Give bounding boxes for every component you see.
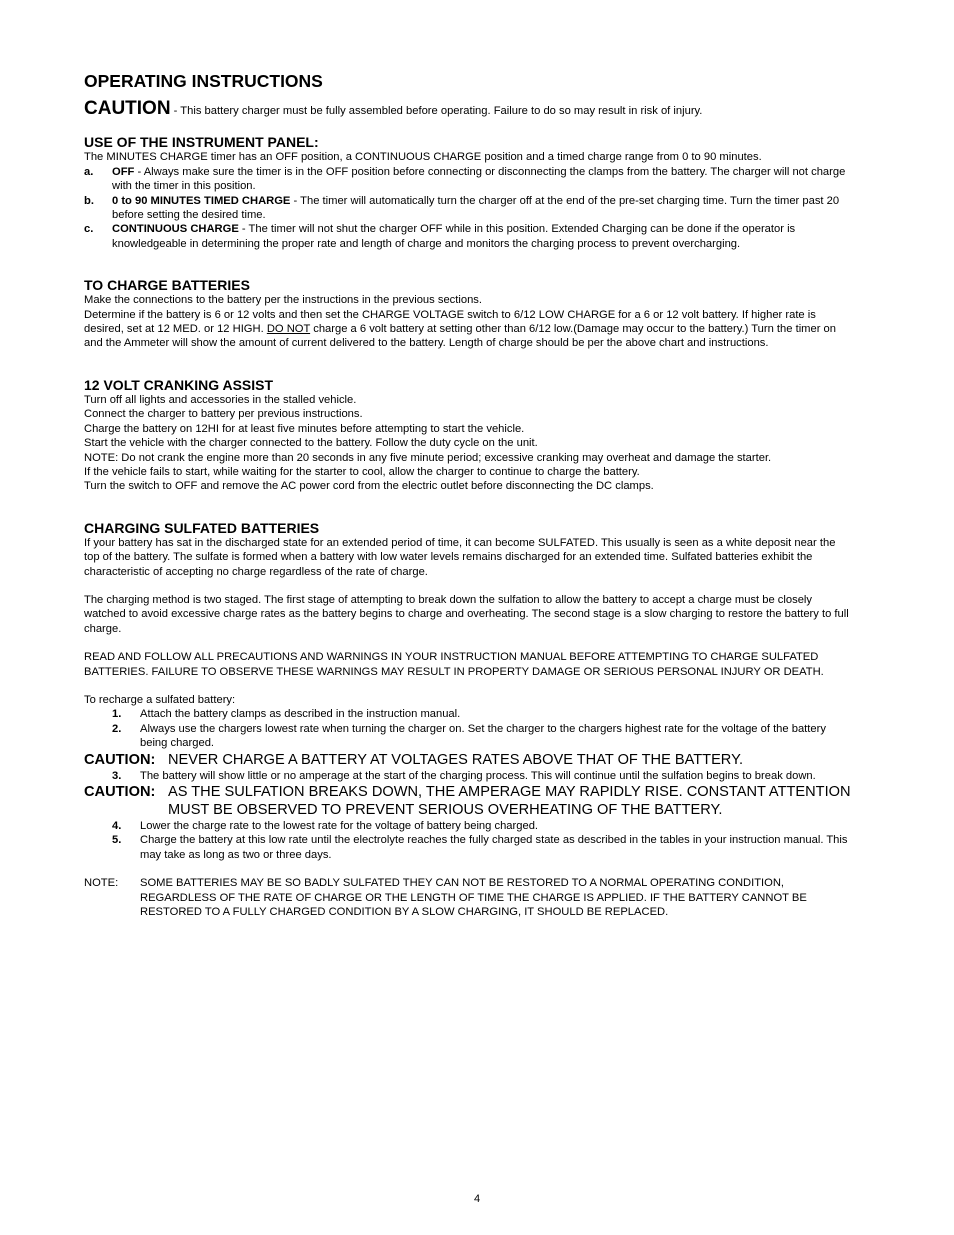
step-text: The battery will show little or no amperage at the start of the charging process. This will continue until the sulfation begins to break down. xyxy=(140,769,816,782)
paragraph xyxy=(84,308,854,351)
page-number: 4 xyxy=(473,1193,481,1205)
section-charge-batteries xyxy=(84,277,854,351)
caution-label: CAUTION: xyxy=(84,751,156,768)
list-text xyxy=(112,222,854,251)
underlined-warning: DO NOT xyxy=(266,323,311,336)
list-item xyxy=(84,194,854,223)
paragraph: If your battery has sat in the discharged state for an extended period of time, it can become SULFATED. This usually is seen as a white deposit near the top of the battery. The sulfate is formed when a battery with low water levels remains discharged for an extended time. Sulfated batteries exhibit the characteristic of accepting no charge regardless of the rate of charge. xyxy=(84,536,836,578)
note-block xyxy=(84,876,854,919)
caution-block xyxy=(84,783,854,819)
step-item xyxy=(84,833,854,862)
caution-label: CAUTION: xyxy=(84,784,156,800)
section-intro: The MINUTES CHARGE timer has an OFF position, a CONTINUOUS CHARGE position and a timed charge range from 0 to 90 minutes. xyxy=(84,151,762,164)
list-term: OFF xyxy=(112,165,135,178)
section-sulfated-batteries xyxy=(84,520,854,920)
caution-text: AS THE SULFATION BREAKS DOWN, THE AMPERAGE MAY RAPIDLY RISE. CONSTANT ATTENTION MUST BE OBSERVED TO PREVENT SERIOUS OVERHEATING OF THE BATTERY. xyxy=(168,784,851,818)
caution-statement xyxy=(84,98,854,119)
list-term: 0 to 90 MINUTES TIMED CHARGE xyxy=(112,194,291,207)
list-marker: b. xyxy=(84,194,94,207)
step-item xyxy=(84,769,854,783)
step-text: Lower the charge rate to the lowest rate for the voltage of battery being charged. xyxy=(140,820,539,832)
section-instrument-panel xyxy=(84,134,854,251)
step-item xyxy=(84,707,854,721)
caution-label: CAUTION xyxy=(84,98,171,119)
section-cranking-assist xyxy=(84,377,854,494)
step-item xyxy=(84,722,854,751)
note-label: NOTE: xyxy=(84,877,119,890)
instruction-line: If the vehicle fails to start, while waiting for the starter to cool, allow the charger to continue to charge the battery. xyxy=(84,465,640,478)
step-marker: 1. xyxy=(112,708,122,721)
paragraph: Make the connections to the battery per the instructions in the previous sections. xyxy=(84,294,482,307)
step-text: Attach the battery clamps as described in the instruction manual. xyxy=(140,708,461,721)
step-item xyxy=(84,819,854,833)
step-marker: 2. xyxy=(112,722,122,735)
steps-intro: To recharge a sulfated battery: xyxy=(84,693,236,706)
list-description: - The timer will not shut the charger OFF while in this position. Extended Charging can be done if the operator is knowledgeable in determining the proper rate and length of charge and monitors the charging process to prevent overcharging. xyxy=(112,223,796,250)
list-text xyxy=(112,165,854,194)
list-description: - Always make sure the timer is in the OFF position before connecting or disconnecting the clamps from the battery. The charger will not charge with the timer in this position. xyxy=(112,165,846,193)
paragraph: The charging method is two staged. The first stage of attempting to break down the sulfation to allow the battery to accept a charge must be closely watched to avoid excessive charge rates as the battery begins to charge and overheating. The second stage is a slow charging to restore the battery to full charge. xyxy=(84,593,849,635)
instruction-line: Charge the battery on 12HI for at least five minutes before attempting to start the vehicle. xyxy=(84,422,525,435)
list-item xyxy=(84,165,854,194)
instruction-line: Turn the switch to OFF and remove the AC power cord from the electric outlet before disconnecting the DC clamps. xyxy=(84,480,654,493)
caution-text: NEVER CHARGE A BATTERY AT VOLTAGES RATES ABOVE THAT OF THE BATTERY. xyxy=(168,751,743,768)
paragraph-part: charge a 6 volt battery at setting other than 6/12 low.(Damage may occur to the battery.) Turn the timer on and the Ammeter will show the amount of current delivered to the battery. Length of charge should be per the above chart and instructions. xyxy=(84,323,837,350)
list-description: - The timer will automatically turn the charger off at the end of the pre-set charging time. Turn the timer past 20 before setting the desired time. xyxy=(112,194,840,222)
step-text: Always use the chargers lowest rate when turning the charger on. Set the charger to the chargers highest rate for the voltage of the battery being charged. xyxy=(140,722,826,750)
caution-text: - This battery charger must be fully assembled before operating. Failure to do so may result in risk of injury. xyxy=(170,105,703,117)
step-marker: 4. xyxy=(112,820,122,832)
section-heading: TO CHARGE BATTERIES xyxy=(84,277,250,294)
instruction-line: Connect the charger to battery per previous instructions. xyxy=(84,408,363,421)
section-heading: 12 VOLT CRANKING ASSIST xyxy=(84,376,274,393)
step-marker: 5. xyxy=(112,834,122,847)
document-page xyxy=(84,70,854,919)
step-marker: 3. xyxy=(112,769,122,782)
caution-block xyxy=(84,751,854,769)
section-heading: USE OF THE INSTRUMENT PANEL: xyxy=(84,134,319,151)
instruction-line: NOTE: Do not crank the engine more than 20 seconds in any five minute period; excessive cranking may overheat and damage the starter. xyxy=(84,451,772,464)
section-heading: CHARGING SULFATED BATTERIES xyxy=(84,519,320,536)
note-text: SOME BATTERIES MAY BE SO BADLY SULFATED THEY CAN NOT BE RESTORED TO A NORMAL OPERATING CONDITION, REGARDLESS OF THE RATE OF CHARGE OR THE LENGTH OF TIME THE CHARGE IS APPLIED. IF THE BATTERY CANNOT BE RESTORED TO A FULLY CHARGED CONDITION BY A SLOW CHARGING, IT SHOULD BE REPLACED. xyxy=(140,877,807,919)
step-text: Charge the battery at this low rate until the electrolyte reaches the fully charged state as described in the tables in your instruction manual. This may take as long as two or three days. xyxy=(140,834,848,861)
list-marker: a. xyxy=(84,165,94,178)
list-text xyxy=(112,194,854,223)
warning-paragraph: READ AND FOLLOW ALL PRECAUTIONS AND WARNINGS IN YOUR INSTRUCTION MANUAL BEFORE ATTEMPTING TO CHARGE SULFATED BATTERIES. FAILURE TO OBSERVE THESE WARNINGS MAY RESULT IN PROPERTY DAMAGE OR SERIOUS PERSONAL INJURY OR DEATH. xyxy=(84,651,824,678)
list-item xyxy=(84,222,854,251)
list-marker: c. xyxy=(84,223,94,236)
instruction-line: Start the vehicle with the charger connected to the battery. Follow the duty cycle on the unit. xyxy=(84,437,538,450)
list-term: CONTINUOUS CHARGE xyxy=(112,223,239,236)
paragraph-part: Determine if the battery is 6 or 12 volts and then set the CHARGE VOLTAGE switch to 6/12 LOW CHARGE for a 6 or 12 volt battery. If higher rate is desired, set at 12 MED. or 12 HIGH. xyxy=(84,308,816,336)
page-title: OPERATING INSTRUCTIONS xyxy=(84,71,323,91)
instruction-line: Turn off all lights and accessories in the stalled vehicle. xyxy=(84,393,357,406)
